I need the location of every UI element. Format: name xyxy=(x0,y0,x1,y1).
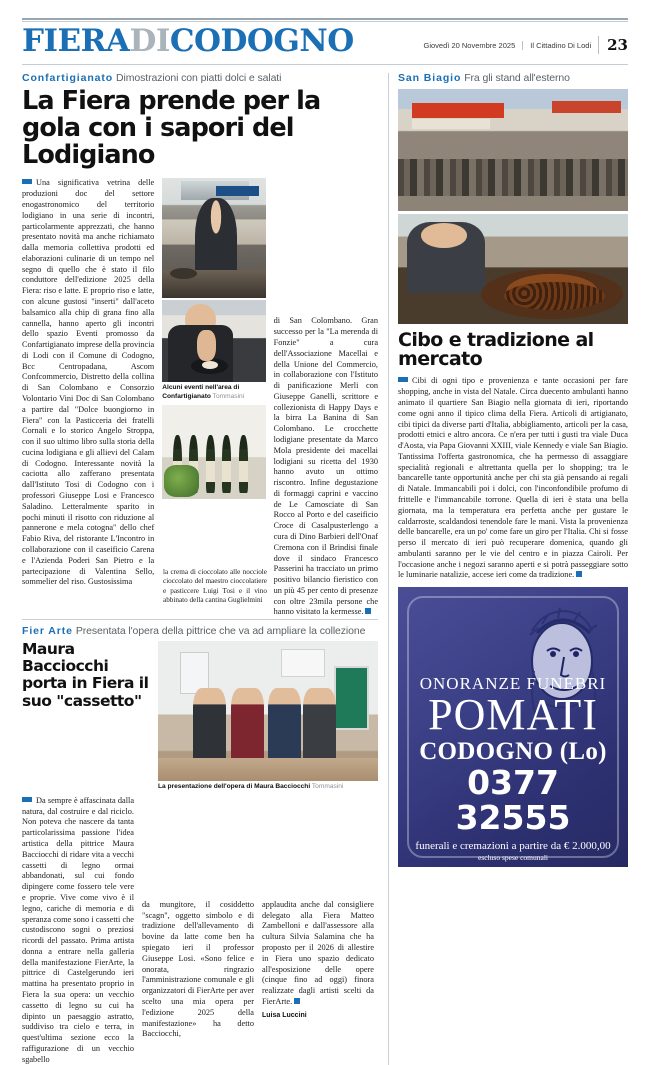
photo-caption-1-text: Alcuni eventi nell'area di Confartigianato xyxy=(162,384,240,400)
paragraph-marker-icon xyxy=(398,377,408,382)
photo-chestnut-roaster xyxy=(398,214,628,324)
main-article-col2 xyxy=(274,178,378,618)
main-article-col1-text: Una significativa vetrina delle produzioni doc del settore enogastronomico del territorio lodigiano in una serie di incontri, particolarmente apprezzati, che hanno presentato novità ma anche richiamato dalla memoria collettiva prodotti ed elaborazioni culinarie di un tempo nel segno di quello che è stato il filo conduttore dell'edizione 2025 della Fiera: riso e latte. E proprio riso e latte, con alcune gustosi "inserti" dall'aceto balsamico alla chip di grana fino alla cannella, hanno aperto gli incontri dello spazio Eventi promosso da Confartigianato imprese della provincia di Lodi con il Comune di Codogno, Bcc Centropadana, Ascom Confcommercio, Distretto della collina di San Colombano e Consorzio Volontario Vini Doc di San Colombano a partire dal "Dolce buongiorno in Fiera" con la Pasticceria dei fratelli Cornali e lo storico Angelo Stroppa, con il suo ultimo libro sulla storia della cucina lodigiana e gli allievi del Calam di Codogno. Interessante novità la caciotta allo zafferano presentata dall'Istituto Tosi di Codogno con i professori Giuseppe Losi e Francesco Saladino. Letteralmente sparito in pochi minuti il risotto con riduzione al pannerone e mela cotogna" dello chef Fabio Riva, del ristorante L'Incontro in collaborazione con il caseificio Carena e l'Azienda Poderi San Pietro e la partecipazione di Valentina Sello, sommelier del riso. Gustosissima xyxy=(22,178,155,587)
photo-chef-demo xyxy=(162,178,265,298)
right-article-body-text: Cibi di ogni tipo e provenienza e tante occasioni per fare shopping, anche in vista del Natale. Circa duecento ambulanti hanno animato il quartiere San Biagio nella giornata di ieri, riportando come ogni anno il tipico clima della Fiera. Articoli di artigianato, cibi tipici da diverse parti d'Italia, abbigliamento, articoli per la casa, prodotti etnici e altro ancora. Ce n'era per tutti i gusti tra viale Duca d'Aosta, via Papa Giovanni XXIII, viale Kennedy e viale San Biagio. Tantissima l'offerta gastronomica, che ha permesso di assaggiare specialità regionali e altrettanta quella per lo shopping; tra le bancarelle tante opportunità anche per chi sta già pensando ai regali di Natale. Immancabili poi i dolci, con l'inconfondibile profumo di frittelle e l'immancabile torrone. Quella di ieri è stata una bella giornata, ma la temperatura era perfetta anche per gustare le caldarroste, scaldandosi tenendole fare le mani. Vista la provenienza delle bancarelle, era un po' come fare un giro per l'Italia. Chi si fosse perso il mercato di ieri può recuperare domenica, quando gli ambulanti saranno per le vie del centro e in piazza Cairoli. Per l'occasione anche i negozi saranno aperti e si potrà passeggiare sotto le luminarie natalizie, accese ieri come da tradizione. xyxy=(398,376,628,580)
advert-company-name: POMATI xyxy=(428,690,598,740)
main-article-col2-text: di San Colombano. Gran successo per la "La merenda di Fonzie" a cura dell'Associazione Macellai e della Unione del Commercio, in collaborazione con l'Istituto di panificazione Merli con Giuseppe Ganelli, scrittore e collezionista di Happy Days e la birra La Banina di San Colombano. Le crocchette lodigiane presentate da Marco Mola presidente dei macellai lodigiani su ricetta del 1930 hanno avuto un ottimo riscontro. Infine degustazione di formaggi caprini e vaccino de Le Camosciate di San Rocco al Porto e del caseificio Croce di Casalpusterlengo a cura di Dino Barbieri dell'Onaf Cremona con il Brindisi finale dove il sindaco Francesco Passerini ha tracciato un primo positivo bilancio fieristico con un più 45 per cento di presenze con oltre 23mila persone che hanno visitato la kermesse. xyxy=(273,316,378,617)
photo-kneading-hands xyxy=(162,300,265,382)
issue-date: Giovedì 20 Novembre 2025 xyxy=(423,40,516,50)
masthead-title-part3: CODOGNO xyxy=(169,23,354,59)
arte-kicker-subtitle: Presentata l'opera della pittrice che va ad ampliare la collezione xyxy=(75,625,366,638)
arte-col2-text: da mungitore, il cosiddetto "scagn", oggetto simbolo e di tradizione dell'allevamento di bovine da latte come ben ha spiegato ieri il professor Giuseppe Losi. «Sono felice e onorata, ringrazio l'amministrazione comunale e gli organizzatori di FierArte per aver scelto una mia opera per l'edizione 2025 della manifestazione» ha detto Bacciocchi, xyxy=(142,899,254,1039)
photo-caption-arte-credit: Tommasini xyxy=(311,782,344,790)
paragraph-marker-icon xyxy=(22,797,32,802)
masthead-title-part1: FIERA xyxy=(22,23,130,59)
left-column-block xyxy=(22,73,378,1065)
advert-price-line: funerali e cremazioni a partire da € 2.000,00 xyxy=(415,839,611,852)
kicker-brand: Confartigianato xyxy=(22,72,114,84)
advert-line-onoranze: ONORANZE FUNEBRI xyxy=(419,674,607,694)
arte-col1-text: Da sempre è affascinata dalla natura, dal costruire e dal riciclo. Non poteva che nascere da tanta particolarissima passione l'idea artistica della pittrice Maura Bacciocchi di ridare vita a vecchi cassetti di legno ormai abbandonati, sul cui fondo dipingere come fossero tele vere e proprie. Vive come vivo è il legno, cariche di memoria e di speranza come sono i cassetti che custodiscono sogni o preziosi ricordi del passato. Prima artista donna a entrare nella galleria della manifestazione FierArte, la pittrice di Castelgerundo ieri mattina ha presentato proprio in Fiera la sua opera: un vecchio cassetto di legno su cui ha dipinto un paesaggio astratto, suddiviso tra cielo e terra, in quest'ultima sezione ecco la raffigurazione di un vecchio sgabello xyxy=(22,795,134,1064)
paragraph-marker-icon xyxy=(22,179,32,184)
main-article-col1 xyxy=(22,178,154,618)
page-body xyxy=(22,73,628,1065)
main-article-columns xyxy=(22,178,378,618)
main-article-photo-column xyxy=(162,178,265,618)
right-article-body xyxy=(398,376,628,581)
arte-col2 xyxy=(142,796,254,1065)
arte-col3-text: applaudita anche dal consigliere delegato alla Fiera Matteo Zambelloni e dall'assessore alla cultura Silvia Salamina che ha proposto per il 2026 di allestire in Fiera uno spazio dedicato all'esposizione delle opere (cinque fino ad oggi) finora realizzate dagli artisti scelti da FierArte. xyxy=(262,899,374,1006)
right-kicker-brand: San Biagio xyxy=(398,72,462,84)
right-kicker-subtitle: Fra gli stand all'esterno xyxy=(464,72,570,84)
right-article-headline: Cibo e tradizione al mercato xyxy=(398,328,594,371)
right-article-kicker xyxy=(398,73,628,85)
end-marker-icon xyxy=(576,571,582,577)
masthead-meta xyxy=(417,36,628,57)
arte-headline: Maura Bacciocchi porta in Fiera il suo "cassetto" xyxy=(22,639,149,710)
end-marker-icon xyxy=(294,998,300,1004)
arte-divider xyxy=(22,619,378,620)
photo-caption-1 xyxy=(162,384,265,400)
right-column-block xyxy=(388,73,628,1065)
page-number: 23 xyxy=(598,36,628,54)
photo-artwork-presentation xyxy=(158,641,378,781)
main-article-caption-2-text: la crema di cioccolato alle nocciole cioccolato del maestro cioccolatiere e pasticcere Luigi Tosi e il vino abbinato della cantina Guglielmini xyxy=(163,568,267,604)
advert-disclaimer: escluso spese comunali xyxy=(478,852,548,862)
arte-columns xyxy=(22,796,378,1065)
photo-caption-arte xyxy=(158,783,378,791)
arte-photo-wrap xyxy=(158,641,378,791)
photo-market-crowd xyxy=(398,89,628,211)
advert-content xyxy=(398,587,628,882)
arte-kicker-brand: Fier Arte xyxy=(22,625,73,638)
main-article-caption-2 xyxy=(163,568,267,605)
kicker-subtitle: Dimostrazioni con piatti dolci e salati xyxy=(116,72,282,84)
arte-head-row xyxy=(22,641,378,791)
masthead-bottom-rule xyxy=(22,64,628,65)
arte-col1 xyxy=(22,796,134,1065)
photo-wine-bottles xyxy=(162,405,265,499)
advert-city: CODOGNO (Lo) xyxy=(419,738,607,766)
masthead-title-part2: DI xyxy=(129,23,170,59)
end-marker-icon xyxy=(365,608,371,614)
publication-name: Il Cittadino Di Lodi xyxy=(522,41,598,50)
main-article-kicker xyxy=(22,73,378,85)
arte-kicker xyxy=(22,626,378,638)
masthead xyxy=(22,22,628,57)
main-article-headline: La Fiera prende per la gola con i sapori del Lodigiano xyxy=(22,85,321,171)
arte-col3 xyxy=(262,796,374,1065)
page-title xyxy=(22,23,354,59)
advert-phone-number[interactable]: 0377 32555 xyxy=(455,763,571,838)
funeral-home-advert[interactable] xyxy=(398,587,628,882)
advert-website[interactable]: www.gruppoberettagaetano.it xyxy=(436,866,590,882)
arte-byline: Luisa Luccini xyxy=(262,1011,307,1019)
photo-caption-arte-text: La presentazione dell'opera di Maura Bacciocchi xyxy=(158,782,311,790)
photo-caption-1-credit: Tommasini xyxy=(212,392,245,400)
